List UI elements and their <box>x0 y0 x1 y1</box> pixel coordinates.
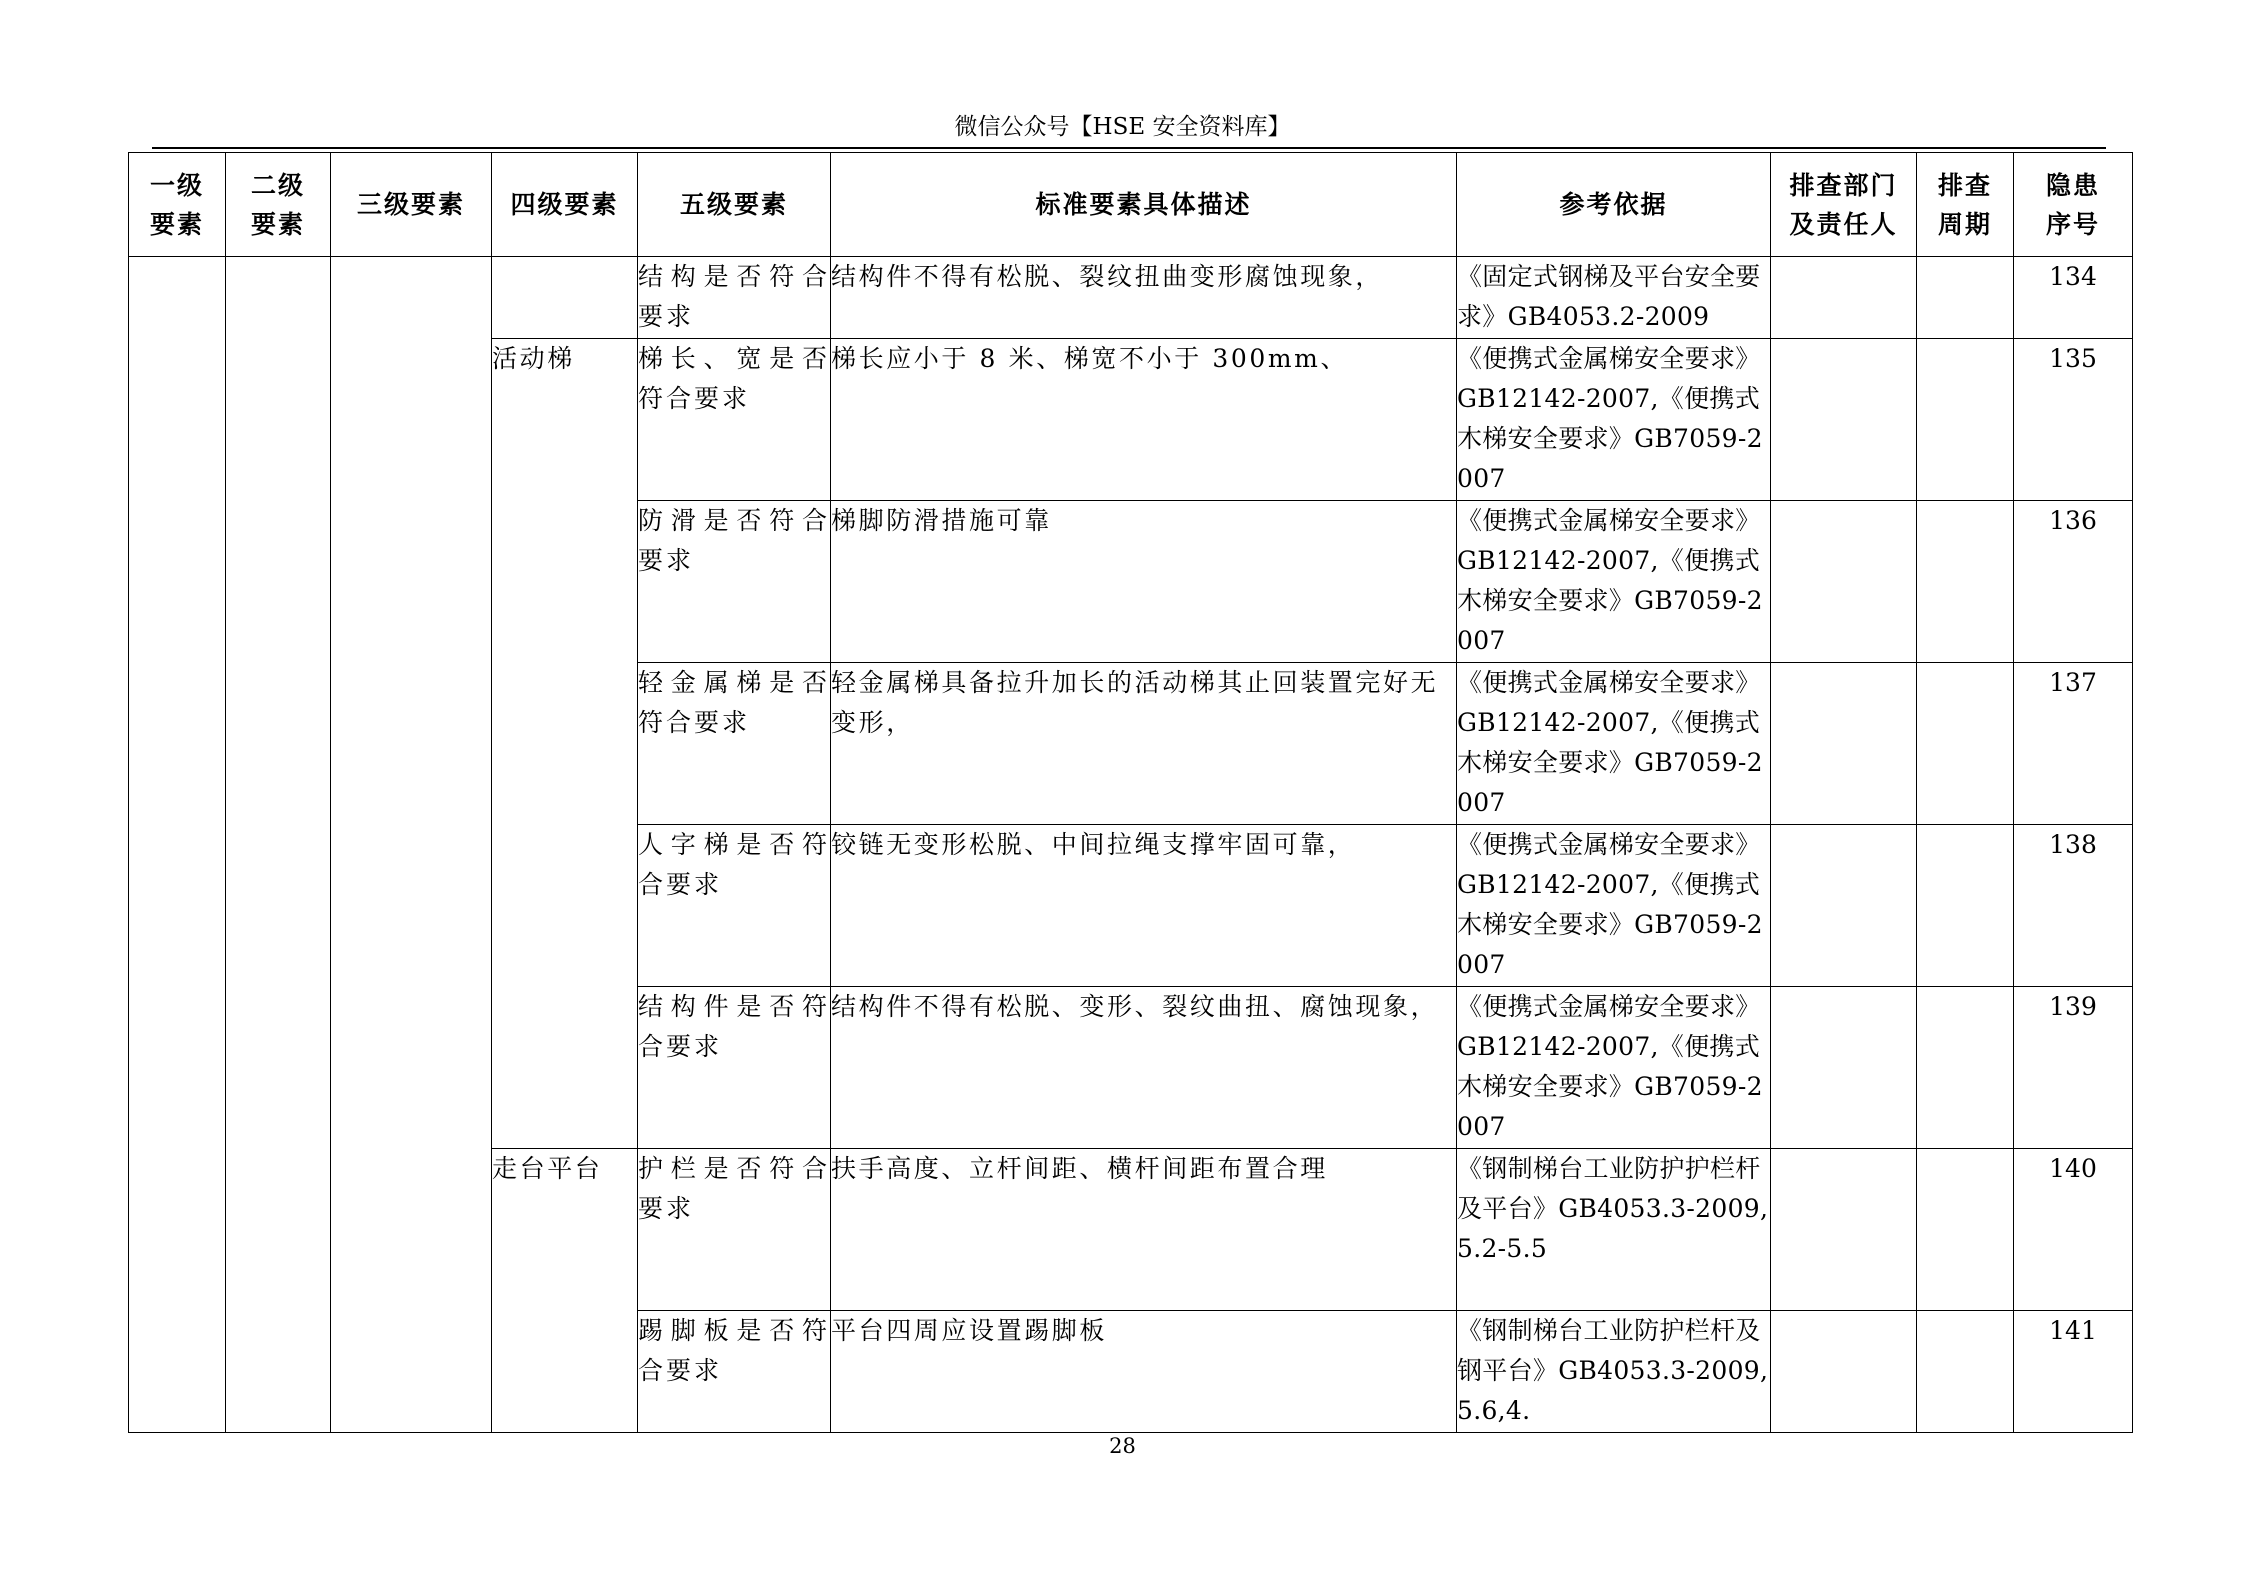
cell-basis: 《固定式钢梯及平台安全要求》GB4053.2-2009 <box>1457 257 1771 339</box>
column-header-period: 排查周期 <box>1917 153 2014 257</box>
cell-level2 <box>226 257 331 1433</box>
column-header-dept: 排查部门及责任人 <box>1771 153 1917 257</box>
cell-description: 梯长应小于 8 米、梯宽不小于 300mm、 <box>831 339 1457 501</box>
cell-element5: 轻金属梯是否符合要求 <box>638 663 831 825</box>
cell-element5: 踢脚板是否符合要求 <box>638 1311 831 1433</box>
cell-dept <box>1771 1311 1917 1433</box>
cell-description: 轻金属梯具备拉升加长的活动梯其止回装置完好无变形， <box>831 663 1457 825</box>
cell-dept <box>1771 987 1917 1149</box>
header-divider <box>152 147 2106 149</box>
column-header-level2: 二级要素 <box>226 153 331 257</box>
cell-dept <box>1771 825 1917 987</box>
cell-period <box>1917 1311 2014 1433</box>
cell-seq: 141 <box>2014 1311 2133 1433</box>
cell-dept <box>1771 339 1917 501</box>
cell-basis: 《便携式金属梯安全要求》GB12142-2007,《便携式木梯安全要求》GB7059-2007 <box>1457 339 1771 501</box>
cell-basis: 《便携式金属梯安全要求》GB12142-2007,《便携式木梯安全要求》GB7059-2007 <box>1457 501 1771 663</box>
cell-basis: 《便携式金属梯安全要求》GB12142-2007,《便携式木梯安全要求》GB7059-2007 <box>1457 663 1771 825</box>
cell-level1 <box>129 257 226 1433</box>
column-header-basis: 参考依据 <box>1457 153 1771 257</box>
page-number: 28 <box>1109 1434 1136 1458</box>
cell-seq: 134 <box>2014 257 2133 339</box>
cell-period <box>1917 501 2014 663</box>
cell-description: 结构件不得有松脱、变形、裂纹曲扭、腐蚀现象， <box>831 987 1457 1149</box>
cell-description: 结构件不得有松脱、裂纹扭曲变形腐蚀现象， <box>831 257 1457 339</box>
column-header-seq: 隐患序号 <box>2014 153 2133 257</box>
cell-level4-activity-ladder: 活动梯 <box>492 339 638 1149</box>
cell-element5: 结构件是否符合要求 <box>638 987 831 1149</box>
cell-element5: 护栏是否符合要求 <box>638 1149 831 1311</box>
cell-period <box>1917 339 2014 501</box>
cell-period <box>1917 825 2014 987</box>
cell-description: 铰链无变形松脱、中间拉绳支撑牢固可靠， <box>831 825 1457 987</box>
cell-basis: 《钢制梯台工业防护护栏杆及平台》GB4053.3-2009,5.2-5.5 <box>1457 1149 1771 1311</box>
cell-description: 扶手高度、立杆间距、横杆间距布置合理 <box>831 1149 1457 1311</box>
column-header-level5: 五级要素 <box>638 153 831 257</box>
cell-level3 <box>331 257 492 1433</box>
column-header-level4: 四级要素 <box>492 153 638 257</box>
column-header-level3: 三级要素 <box>331 153 492 257</box>
cell-element5: 结构是否符合要求 <box>638 257 831 339</box>
cell-element5: 梯长、宽是否符合要求 <box>638 339 831 501</box>
cell-description: 平台四周应设置踢脚板 <box>831 1311 1457 1433</box>
table-header-row <box>129 153 2133 257</box>
cell-period <box>1917 257 2014 339</box>
cell-description: 梯脚防滑措施可靠 <box>831 501 1457 663</box>
cell-dept <box>1771 663 1917 825</box>
hazard-checklist-table <box>128 152 2133 1433</box>
cell-seq: 135 <box>2014 339 2133 501</box>
cell-element5: 防滑是否符合要求 <box>638 501 831 663</box>
cell-dept <box>1771 257 1917 339</box>
cell-period <box>1917 987 2014 1149</box>
cell-seq: 138 <box>2014 825 2133 987</box>
cell-seq: 137 <box>2014 663 2133 825</box>
table-row <box>129 257 2133 339</box>
cell-period <box>1917 663 2014 825</box>
cell-dept <box>1771 501 1917 663</box>
page-header-title: 微信公众号【HSE 安全资料库】 <box>954 114 1291 140</box>
cell-seq: 139 <box>2014 987 2133 1149</box>
column-header-description: 标准要素具体描述 <box>831 153 1457 257</box>
cell-seq: 140 <box>2014 1149 2133 1311</box>
cell-level4-walkway-platform: 走台平台 <box>492 1149 638 1433</box>
cell-basis: 《便携式金属梯安全要求》GB12142-2007,《便携式木梯安全要求》GB7059-2007 <box>1457 825 1771 987</box>
cell-basis: 《便携式金属梯安全要求》GB12142-2007,《便携式木梯安全要求》GB7059-2007 <box>1457 987 1771 1149</box>
cell-dept <box>1771 1149 1917 1311</box>
cell-period <box>1917 1149 2014 1311</box>
column-header-level1: 一级要素 <box>129 153 226 257</box>
cell-level4 <box>492 257 638 339</box>
cell-element5: 人字梯是否符合要求 <box>638 825 831 987</box>
cell-basis: 《钢制梯台工业防护栏杆及钢平台》GB4053.3-2009,5.6,4. <box>1457 1311 1771 1433</box>
cell-seq: 136 <box>2014 501 2133 663</box>
